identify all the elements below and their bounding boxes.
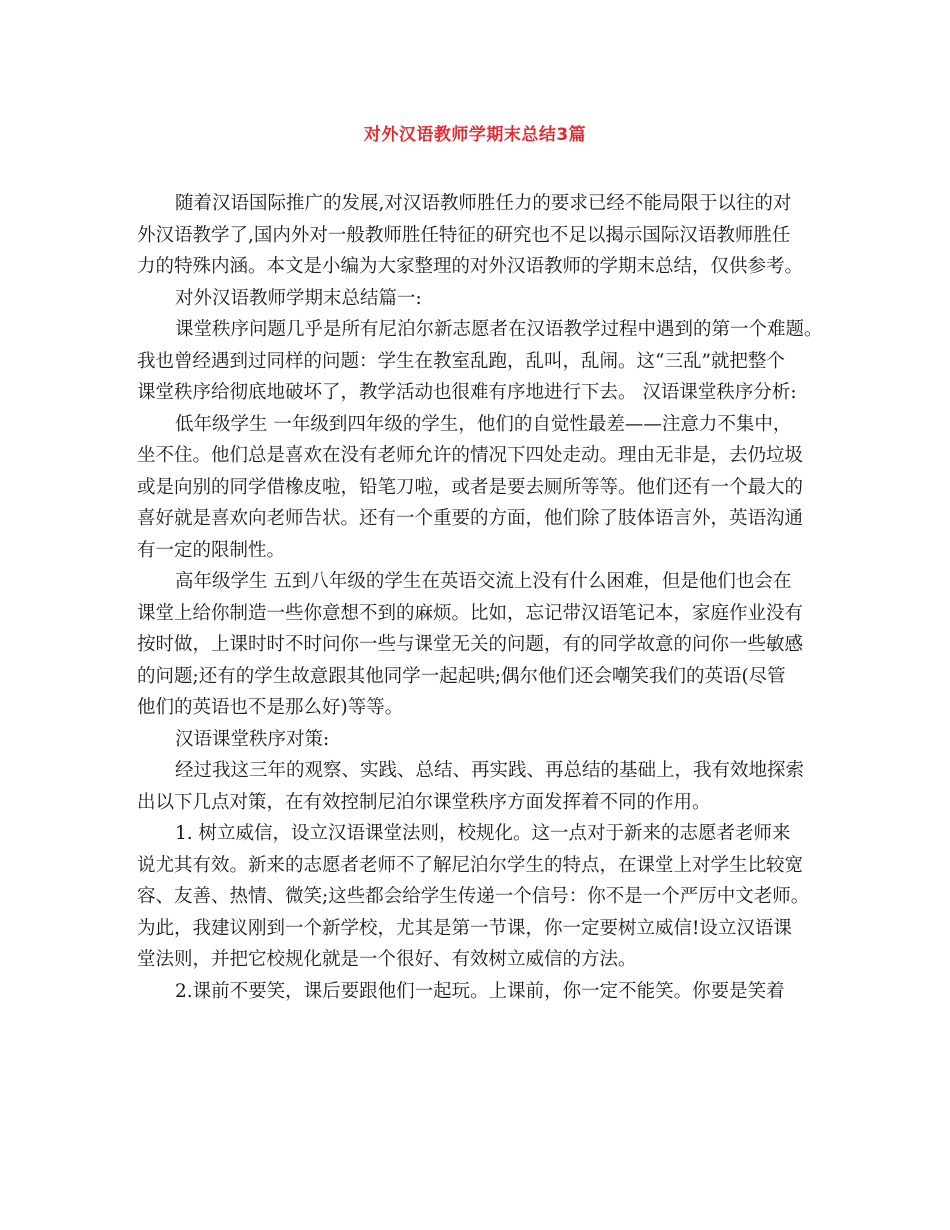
text-line: 课堂秩序给彻底地破坏了，教学活动也很难有序地进行下去。 汉语课堂秩序分析: (137, 382, 797, 403)
text-line: 1. 树立威信，设立汉语课堂法则，校规化。这一点对于新来的志愿者老师来 (175, 823, 791, 844)
text-line: 有一定的限制性。 (137, 539, 286, 561)
document-body (137, 188, 823, 1007)
text-line: 汉语课堂秩序对策: (175, 728, 330, 750)
text-line: 说尤其有效。新来的志愿者老师不了解尼泊尔学生的特点，在课堂上对学生比较宽 (137, 854, 804, 876)
document-title: 对外汉语教师学期末总结3篇 (363, 125, 587, 145)
text-line: 经过我这三年的观察、实践、总结、再实践、再总结的基础上，我有效地探索 (175, 760, 805, 781)
text-line: 课堂秩序问题几乎是所有尼泊尔新志愿者在汉语教学过程中遇到的第一个难题。 (175, 319, 823, 340)
text-line: 低年级学生 一年级到四年级的学生，他们的自觉性最差——注意力不集中， (175, 413, 792, 435)
text-line: 力的特殊内涵。本文是小编为大家整理的对外汉语教师的学期末总结，仅供参考。 (137, 256, 804, 277)
text-line: 外汉语教学了,国内外对一般教师胜任特征的研究也不足以揭示国际汉语教师胜任 (137, 224, 791, 246)
text-line: 我也曾经遇到过同样的问题：学生在教室乱跑，乱叫，乱闹。这“三乱”就把整个 (137, 350, 785, 372)
text-line: 出以下几点对策，在有效控制尼泊尔课堂秩序方面发挥着不同的作用。 (137, 791, 711, 813)
text-line: 的问题;还有的学生故意跟其他同学一起起哄;偶尔他们还会嘲笑我们的英语(尽管 (137, 665, 786, 687)
text-line: 坐不住。他们总是喜欢在没有老师允许的情况下四处走动。理由无非是，去仍垃圾 (137, 445, 804, 466)
text-line: 随着汉语国际推广的发展,对汉语教师胜任力的要求已经不能局限于以往的对 (175, 193, 792, 214)
text-line: 喜好就是喜欢向老师告状。还有一个重要的方面，他们除了肢体语言外，英语沟通 (137, 508, 804, 529)
text-line: 按时做，上课时时不时问你一些与课堂无关的问题，有的同学故意的问你一些敏感 (137, 634, 804, 655)
text-line: 为此，我建议刚到一个新学校，尤其是第一节课，你一定要树立威信!设立汉语课 (137, 917, 792, 939)
text-line: 堂法则，并把它校规化就是一个很好、有效树立威信的方法。 (137, 949, 637, 970)
text-line: 高年级学生 五到八年级的学生在英语交流上没有什么困难，但是他们也会在 (175, 571, 792, 592)
text-line: 2.课前不要笑，课后要跟他们一起玩。上课前，你一定不能笑。你要是笑着 (175, 980, 785, 1002)
text-line: 他们的英语也不是那么好)等等。 (137, 697, 404, 718)
text-line: 容、友善、热情、微笑;这些都会给学生传递一个信号：你不是一个严厉中文老师。 (137, 886, 810, 907)
text-line: 对外汉语教师学期末总结篇一: (175, 287, 422, 309)
text-line: 或是向别的同学借橡皮啦，铅笔刀啦，或者是要去厕所等等。他们还有一个最大的 (137, 476, 804, 498)
text-line: 课堂上给你制造一些你意想不到的麻烦。比如，忘记带汉语笔记本，家庭作业没有 (137, 602, 804, 624)
